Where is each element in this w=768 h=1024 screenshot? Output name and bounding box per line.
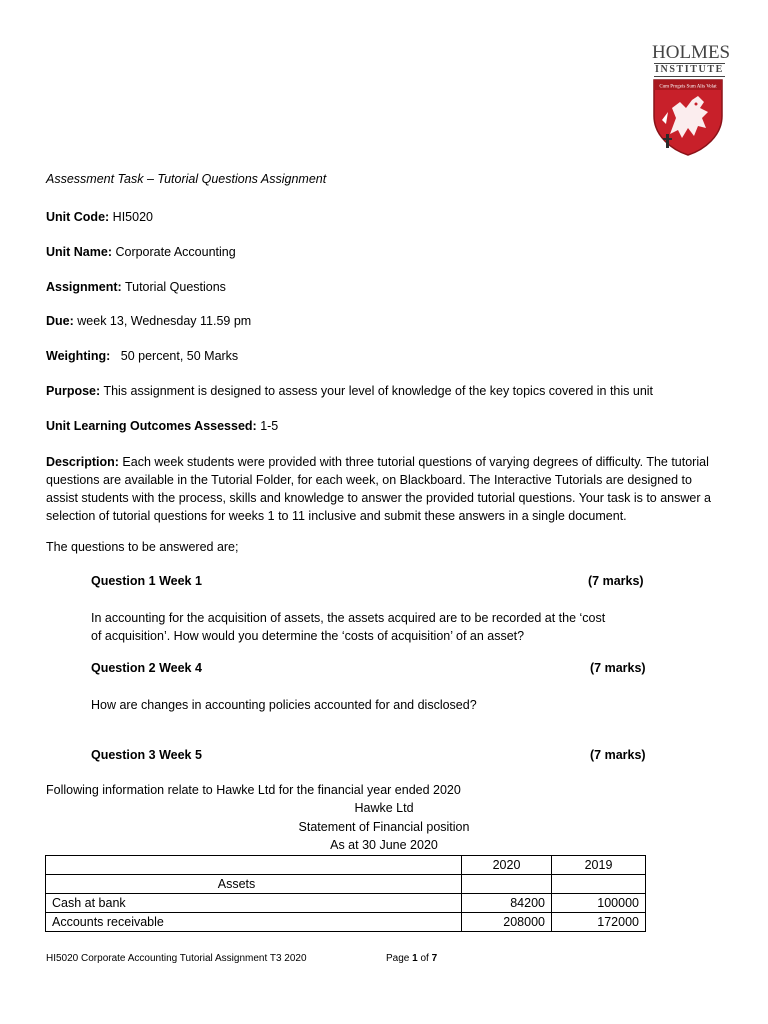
- field-value: 50 percent, 50 Marks: [120, 349, 239, 363]
- question-2-title: Question 2 Week 4: [91, 661, 202, 675]
- question-2-marks: (7 marks): [590, 661, 646, 675]
- field-unit-code: [46, 210, 153, 224]
- table-cell-label: Cash at bank: [46, 894, 462, 913]
- field-value: Tutorial Questions: [124, 280, 226, 294]
- field-value: week 13, Wednesday 11.59 pm: [77, 314, 252, 328]
- questions-intro: The questions to be answered are;: [46, 540, 239, 554]
- question-3-title: Question 3 Week 5: [91, 748, 202, 762]
- table-cell-label: Accounts receivable: [46, 913, 462, 932]
- table-cell-2020: 84200: [462, 894, 552, 913]
- logo-motto: Cum Progeis Sum Alis Volat: [659, 84, 717, 90]
- field-label: Due:: [46, 314, 74, 328]
- description-text: Each week students were provided with three tutorial questions of varying degrees of difficulty. The tutorial questions are available in the Tutorial Folder, for each week, on Blackboard. The Interactive Tutorials are designed to assist students with the process, skills and knowledge to answer the provided tutorial questions. Your task is to answer a selection of tutorial questions for weeks 1 to 11 inclusive and submit these answers in a single document.: [46, 455, 711, 523]
- question-1-marks: (7 marks): [588, 574, 644, 588]
- field-purpose: [46, 384, 653, 398]
- table-cell-2019: 172000: [552, 913, 646, 932]
- field-label: Unit Code:: [46, 210, 110, 224]
- shield-logo-icon: [652, 78, 724, 156]
- question-3-marks: (7 marks): [590, 748, 646, 762]
- field-label: Assignment:: [46, 280, 122, 294]
- field-value: This assignment is designed to assess your level of knowledge of the key topics covered in this unit: [103, 384, 654, 398]
- description-paragraph: [46, 453, 726, 525]
- footer-document-name: HI5020 Corporate Accounting Tutorial Assignment T3 2020: [46, 953, 307, 964]
- field-unit-name: [46, 245, 236, 259]
- table-section-label: Assets: [46, 875, 462, 894]
- statement-title: Statement of Financial position: [298, 820, 470, 834]
- table-header-cell: 2020: [462, 856, 552, 875]
- statement-company: Hawke Ltd: [354, 801, 414, 815]
- field-due: [46, 314, 251, 328]
- footer-page-number: [386, 953, 437, 964]
- financial-position-table: [45, 855, 646, 932]
- info-line: Following information relate to Hawke Ltd for the financial year ended 2020: [46, 783, 461, 797]
- table-header-cell: 2019: [552, 856, 646, 875]
- field-assignment: [46, 280, 226, 294]
- field-label: Weighting:: [46, 349, 111, 363]
- footer-page-current: 1: [412, 953, 418, 964]
- field-weighting: [46, 349, 238, 363]
- footer-page-of: of: [420, 953, 429, 964]
- question-1-text: In accounting for the acquisition of assets, the assets acquired are to be recorded at the ‘cost of acquisition’. How would you determine the ‘costs of acquisition’ of an asset?: [91, 611, 606, 643]
- field-value: HI5020: [112, 210, 153, 224]
- field-label: Purpose:: [46, 384, 101, 398]
- field-label: Unit Learning Outcomes Assessed:: [46, 419, 257, 433]
- table-header-cell: [46, 856, 462, 875]
- question-2-text: How are changes in accounting policies accounted for and disclosed?: [91, 698, 477, 712]
- question-1-title: Question 1 Week 1: [91, 574, 202, 588]
- table-cell: [462, 875, 552, 894]
- statement-date: As at 30 June 2020: [330, 838, 438, 852]
- table-section-row: [46, 875, 646, 894]
- footer-page-prefix: Page: [386, 953, 410, 964]
- footer-page-total: 7: [431, 953, 438, 964]
- table-cell-2019: 100000: [552, 894, 646, 913]
- description-label: Description:: [46, 455, 119, 469]
- table-cell: [552, 875, 646, 894]
- field-value: Corporate Accounting: [115, 245, 236, 259]
- logo-institute: INSTITUTE: [655, 64, 724, 75]
- logo-name: HOLMES: [652, 42, 731, 63]
- assessment-title: Assessment Task – Tutorial Questions Assignment: [46, 172, 327, 186]
- table-row: [46, 913, 646, 932]
- table-cell-2020: 208000: [462, 913, 552, 932]
- table-row: [46, 894, 646, 913]
- field-label: Unit Name:: [46, 245, 112, 259]
- field-learning-outcomes: [46, 419, 278, 433]
- table-header-row: [46, 856, 646, 875]
- field-value: 1-5: [260, 419, 279, 433]
